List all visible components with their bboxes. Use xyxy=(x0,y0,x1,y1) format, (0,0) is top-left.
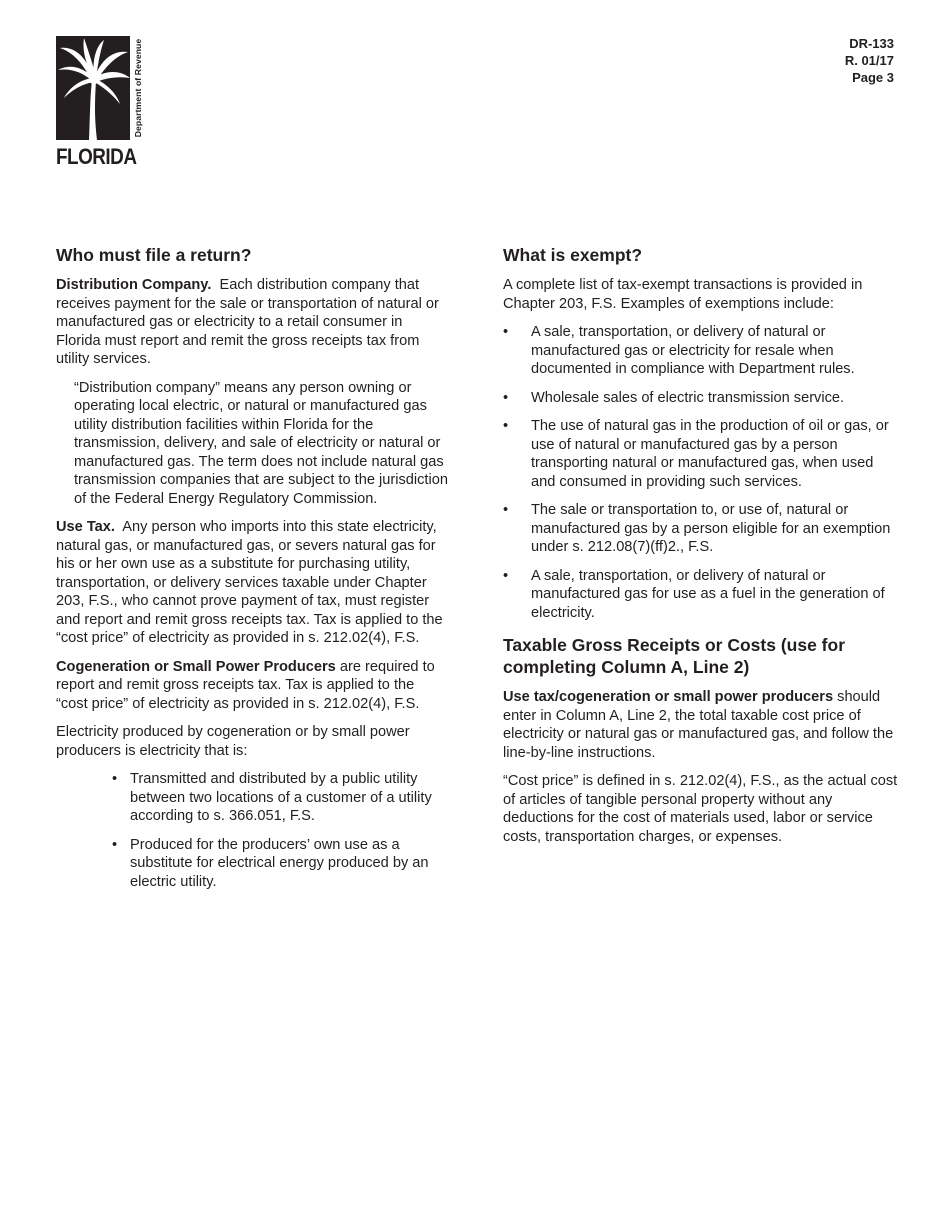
bullet-icon: • xyxy=(503,389,509,406)
distribution-company-paragraph xyxy=(56,276,448,369)
left-column xyxy=(56,244,448,901)
list-item-text: The sale or transportation to, or use of, natural or manufactured gas by a person eligible for an exemption under s. 212.08(7)(ff)2., F.S. xyxy=(531,502,891,555)
cogeneration-text: are required to report and remit gross receipts tax. Tax is applied to the “cost price” of electricity as provided in s. 212.02(4), F.S. xyxy=(56,658,435,712)
list-item xyxy=(503,323,898,379)
list-item xyxy=(503,501,898,557)
cost-price-paragraph: “Cost price” is defined in s. 212.02(4), F.S., as the actual cost of articles of tangible personal property without any deductions for the cost of materials used, labor or service costs, transportation charges, or expenses. xyxy=(503,773,898,845)
taxable-label: Use tax/cogeneration or small power producers xyxy=(503,689,834,705)
what-is-exempt-heading: What is exempt? xyxy=(503,245,643,265)
bullet-icon: • xyxy=(503,502,509,518)
distribution-company-label: Distribution Company. xyxy=(56,277,212,293)
electricity-list xyxy=(112,770,448,891)
form-revision: R. 01/17 xyxy=(844,53,894,68)
use-tax-label: Use Tax. xyxy=(56,519,115,535)
exempt-intro: A complete list of tax-exempt transactions is provided in Chapter 203, F.S. Examples of exemptions include: xyxy=(503,277,863,312)
list-item-text: A sale, transportation, or delivery of natural or manufactured gas or electricity for resale when documented in compliance with Department rules. xyxy=(531,324,855,377)
taxable-text: should enter in Column A, Line 2, the total taxable cost price of electricity or natural gas or manufactured gas, and follow the line-by-line instructions. xyxy=(503,689,894,761)
list-item-text: Produced for the producers’ own use as a substitute for electrical energy produced by an electric utility. xyxy=(130,836,429,890)
list-item xyxy=(112,770,448,826)
list-item-text: A sale, transportation, or delivery of natural or manufactured gas for use as a fuel in the generation of electricity. xyxy=(531,567,885,621)
list-item xyxy=(503,567,898,623)
form-identifier xyxy=(845,35,894,86)
exemption-list xyxy=(503,323,898,622)
taxable-gross-receipts-heading: Taxable Gross Receipts or Costs (use for completing Column A, Line 2) xyxy=(503,635,846,677)
bullet-icon: • xyxy=(503,324,509,340)
logo-state-name: FLORIDA xyxy=(56,144,137,169)
list-item xyxy=(112,836,448,892)
electricity-intro: Electricity produced by cogeneration or by small power producers is electricity that is: xyxy=(56,724,410,759)
list-item xyxy=(503,417,898,491)
bullet-icon: • xyxy=(503,418,509,434)
use-tax-paragraph xyxy=(56,518,448,648)
who-must-file-heading: Who must file a return? xyxy=(56,245,252,265)
distribution-company-text: Each distribution company that receives payment for the sale or transportation of natural or manufactured gas or electricity to a retail consumer in Florida must report and remit the gross receipts tax from utility services. xyxy=(56,277,439,367)
distribution-company-definition: “Distribution company” means any person owning or operating local electric, or natural or manufactured gas utility distribution facilities within Florida for the transmission, delivery, and sale of electricity or natural or manufactured gas. The term does not include natural gas transmission companies that are subject to the jurisdiction of the Federal Energy Regulatory Commission. xyxy=(74,379,448,507)
list-item xyxy=(503,389,898,408)
use-tax-text: Any person who imports into this state electricity, natural gas, or manufactured gas, or severs natural gas for his or her own use as a substitute for purchasing utility, transportation, or delivery services taxable under Chapter 203, F.S., who cannot prove payment of tax, must register and report and remit gross receipts tax. Tax is applied to the “cost price” of electricity as provided in s. 212.02(4), F.S. xyxy=(56,519,443,646)
taxable-paragraph xyxy=(503,688,898,762)
cogeneration-label: Cogeneration or Small Power Producers xyxy=(56,658,336,675)
palm-tree-icon xyxy=(56,36,130,140)
bullet-icon: • xyxy=(112,836,118,853)
logo-department-text: Department of Revenue xyxy=(133,38,143,138)
list-item-text: Wholesale sales of electric transmission service. xyxy=(531,389,845,406)
list-item-text: The use of natural gas in the production of oil or gas, or use of natural or manufactured gas by a person transporting natural or manufactured gas, when used and consumed in providing such services. xyxy=(531,418,889,490)
right-column xyxy=(503,244,898,856)
cogeneration-paragraph xyxy=(56,658,448,714)
florida-dor-logo xyxy=(56,36,146,170)
form-number: DR-133 xyxy=(849,36,894,51)
page-number: Page 3 xyxy=(852,70,894,85)
bullet-icon: • xyxy=(503,567,509,584)
bullet-icon: • xyxy=(112,771,118,787)
list-item-text: Transmitted and distributed by a public utility between two locations of a customer of a utility according to s. 366.051, F.S. xyxy=(130,771,432,824)
